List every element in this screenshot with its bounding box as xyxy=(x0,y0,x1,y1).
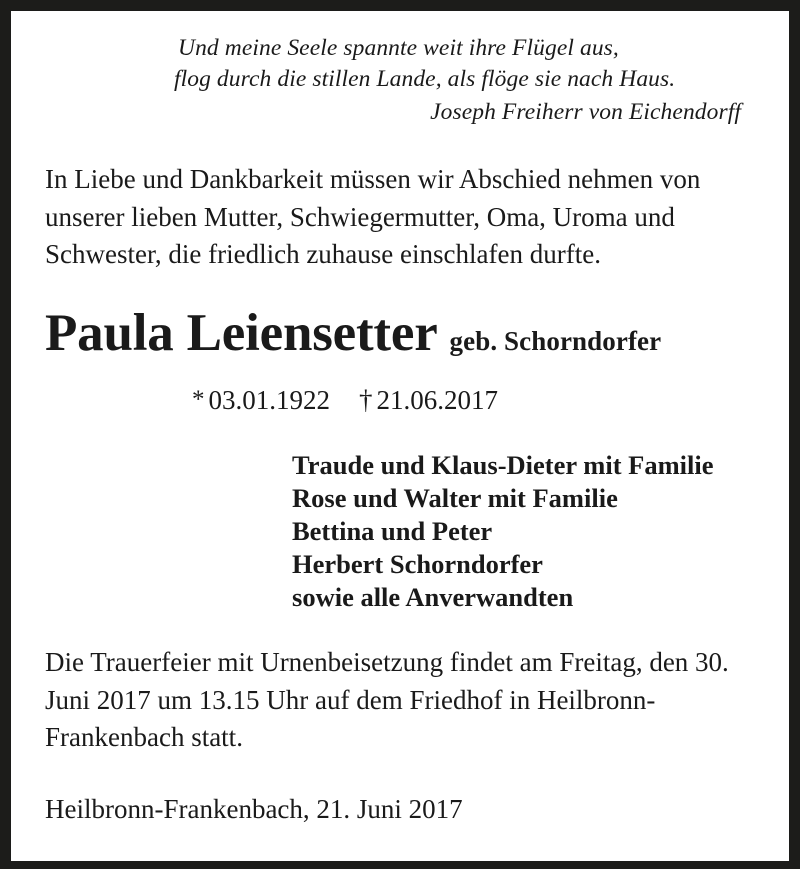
death-date: 21.06.2017 xyxy=(376,385,498,415)
poem-attribution: Joseph Freiherr von Eichendorff xyxy=(430,99,741,125)
birth-date-group xyxy=(192,385,330,415)
survivor-line: Traude und Klaus-Dieter mit Familie xyxy=(292,450,714,480)
place-and-date: Heilbronn-Frankenbach, 21. Juni 2017 xyxy=(45,794,463,824)
obituary-notice-card xyxy=(11,11,789,861)
survivor-line: Bettina und Peter xyxy=(292,516,493,546)
deceased-name: Paula Leiensetter xyxy=(45,304,438,362)
intro-paragraph: In Liebe und Dankbarkeit müssen wir Abschied nehmen von unserer lieben Mutter, Schwiegermutter, Oma, Uroma und Schwester, die friedlich zuhause einschlafen durfte. xyxy=(45,164,701,269)
deceased-name-block xyxy=(45,304,775,362)
birth-star-icon: * xyxy=(192,386,205,413)
poem-line-1: Und meine Seele spannte weit ihre Flügel aus, xyxy=(178,35,619,61)
poem-line-2: flog durch die stillen Lande, als flöge sie nach Haus. xyxy=(174,66,676,92)
survivor-line: Herbert Schorndorfer xyxy=(292,549,543,579)
birth-date: 03.01.1922 xyxy=(208,385,330,415)
survivors-list xyxy=(292,449,772,614)
death-cross-icon: † xyxy=(359,385,373,415)
life-dates xyxy=(45,383,645,417)
epigraph-poem xyxy=(161,33,741,128)
death-date-group xyxy=(359,385,498,415)
survivor-line: sowie alle Anverwandten xyxy=(292,582,574,612)
deceased-maiden-name: geb. Schorndorfer xyxy=(449,326,662,356)
survivor-line: Rose und Walter mit Familie xyxy=(292,483,618,513)
funeral-service-details: Die Trauerfeier mit Urnenbeisetzung findet am Freitag, den 30. Juni 2017 um 13.15 Uhr auf dem Friedhof in Heilbronn-Frankenbach statt. xyxy=(45,647,729,752)
